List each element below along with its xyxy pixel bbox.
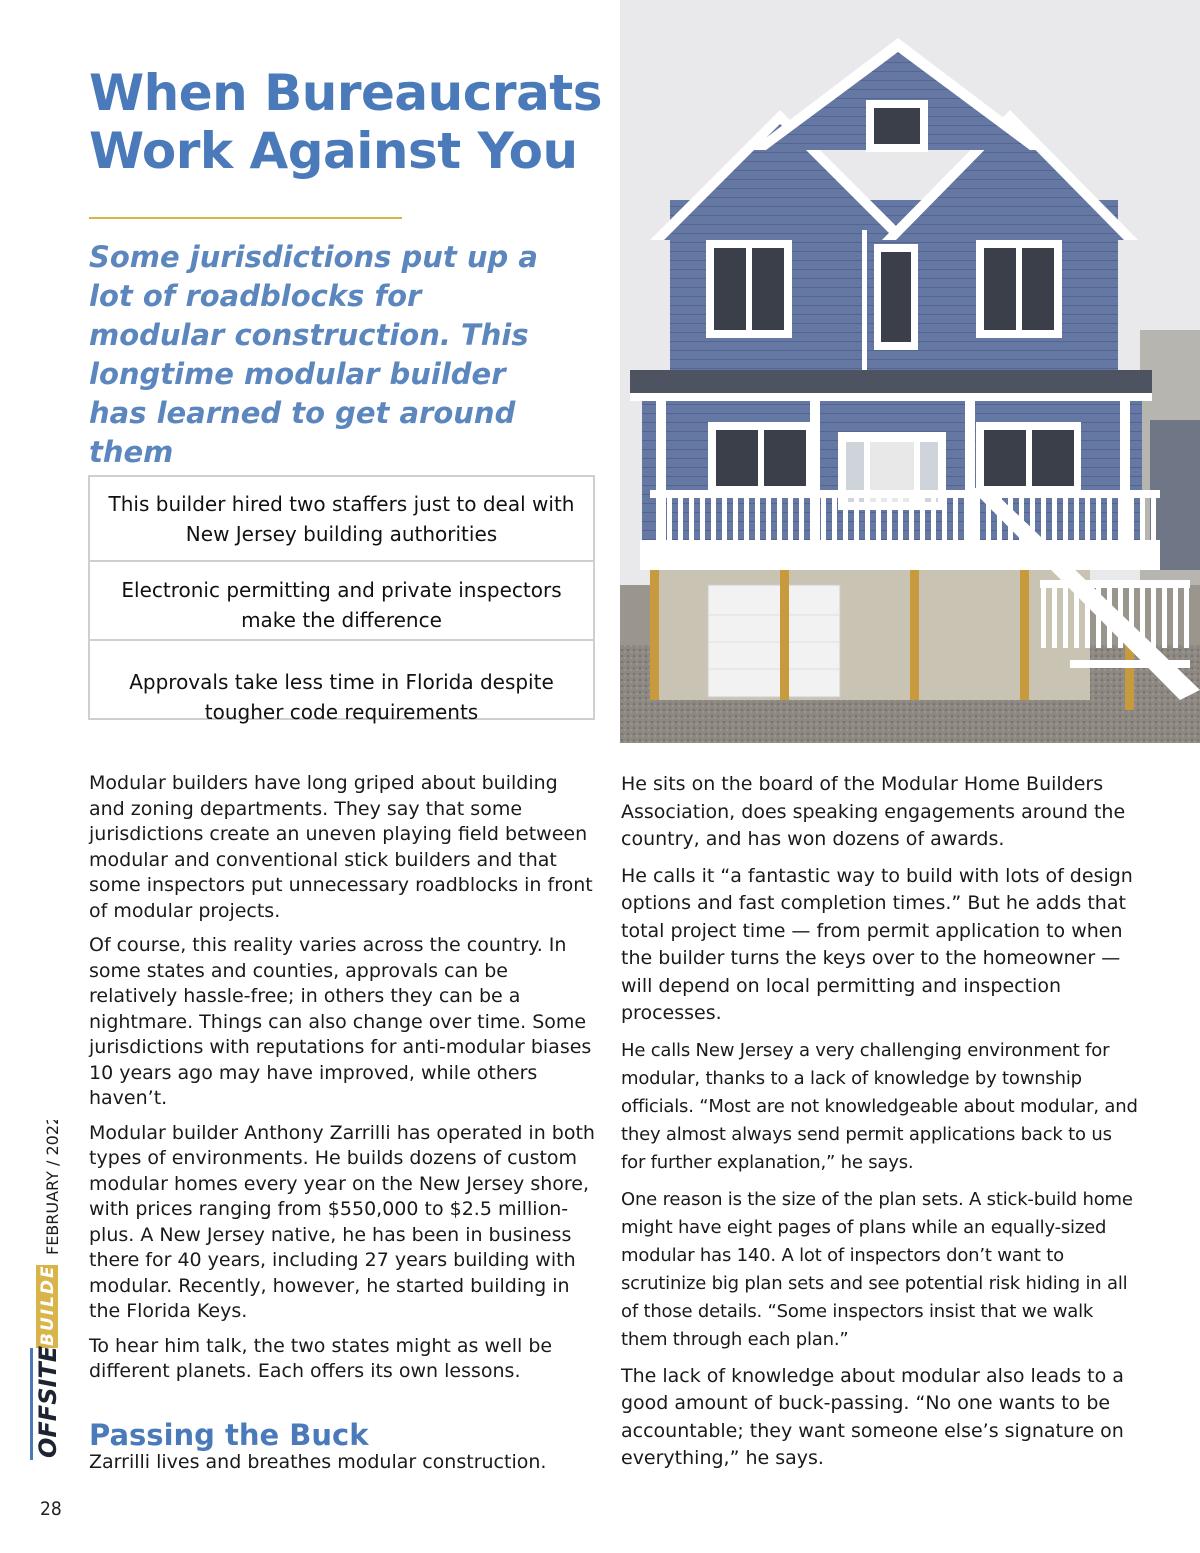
- body-paragraph: Modular builders have long griped about building and zoning departments. They say that some jurisdictions create an uneven playing field between modular and conventional stick builders and that some inspectors put unnecessary roadblocks in front of modular projects.: [89, 772, 593, 922]
- body-paragraph: To hear him talk, the two states might as well be different planets. Each offers its own lessons.: [89, 1334, 553, 1382]
- body-paragraph: Of course, this reality varies across the country. In some states and counties, approvals can be relatively hassle-free; in others they can be a nightmare. Things can also change over time. Some jurisdictions with reputations for anti-modular biases 10 years ago may have improved, while others haven’t.: [89, 934, 592, 1109]
- body-column-left: [89, 771, 599, 1484]
- body-paragraph: The lack of knowledge about modular also leads to a good amount of buck-passing. “No one wants to be accountable; they want someone else’s signature on everything,” he says.: [621, 1364, 1124, 1469]
- magazine-sidebar: [16, 1120, 72, 1460]
- callout-item: Electronic permitting and private inspectors make the difference: [121, 578, 562, 632]
- sidebar-accent-bar: [30, 1348, 33, 1460]
- page-number: 28: [40, 1498, 62, 1520]
- body-paragraph: Modular builder Anthony Zarrilli has operated in both types of environments. He builds dozens of custom modular homes every year on the New Jersey shore, with prices ranging from $550,000 to $2.5 million-plus. A New Jersey native, he has been in business there for 40 years, including 27 years building with modular. Recently, however, he started building in the Florida Keys.: [89, 1121, 595, 1322]
- body-paragraph: He sits on the board of the Modular Home Builders Association, does speaking engagements around the country, and has won dozens of awards.: [621, 773, 1126, 850]
- title-rule: [89, 217, 402, 219]
- body-paragraph: He calls New Jersey a very challenging environment for modular, thanks to a lack of knowledge by township officials. “Most are not knowledgeable about modular, and they almost always send permit applications back to us for further explanation,” he says.: [621, 1039, 1138, 1173]
- section-subhead: Passing the Buck: [89, 1417, 369, 1452]
- sidebar-brand-builder: BUILDER: [38, 1249, 58, 1346]
- callout-item: This builder hired two staffers just to deal with New Jersey building authorities: [108, 492, 575, 546]
- body-paragraph: He calls it “a fantastic way to build with lots of design options and fast completion times.” But he adds that total project time — from permit application to when the builder turns the keys over to the homeowner — will depend on local permitting and inspection processes.: [621, 864, 1133, 1024]
- title-line-2: Work Against You: [89, 122, 578, 180]
- article-title: [89, 64, 609, 180]
- body-column-right: [621, 771, 1141, 1482]
- body-paragraph: Zarrilli lives and breathes modular construction.: [89, 1450, 547, 1473]
- sidebar-brand-offsite: OFFSITE: [34, 1345, 62, 1458]
- sidebar-date: FEBRUARY / 2022: [43, 1120, 62, 1255]
- callout-divider: [90, 639, 593, 641]
- article-deck: Some jurisdictions put up a lot of roadblocks for modular construction. This longtime modular builder has learned to get around them: [89, 240, 538, 469]
- callout-divider: [90, 560, 593, 562]
- title-line-1: When Bureaucrats: [89, 64, 602, 122]
- callout-item: Approvals take less time in Florida despite tougher code requirements: [129, 670, 554, 724]
- callout-box: [88, 475, 595, 724]
- body-paragraph: One reason is the size of the plan sets. A stick-build home might have eight pages of plans while an equally-sized modular has 140. A lot of inspectors don’t want to scrutinize big plan sets and see potential risk hiding in all of those details. “Some inspectors insist that we walk them through each plan.”: [621, 1188, 1133, 1350]
- house-photo: [620, 0, 1200, 743]
